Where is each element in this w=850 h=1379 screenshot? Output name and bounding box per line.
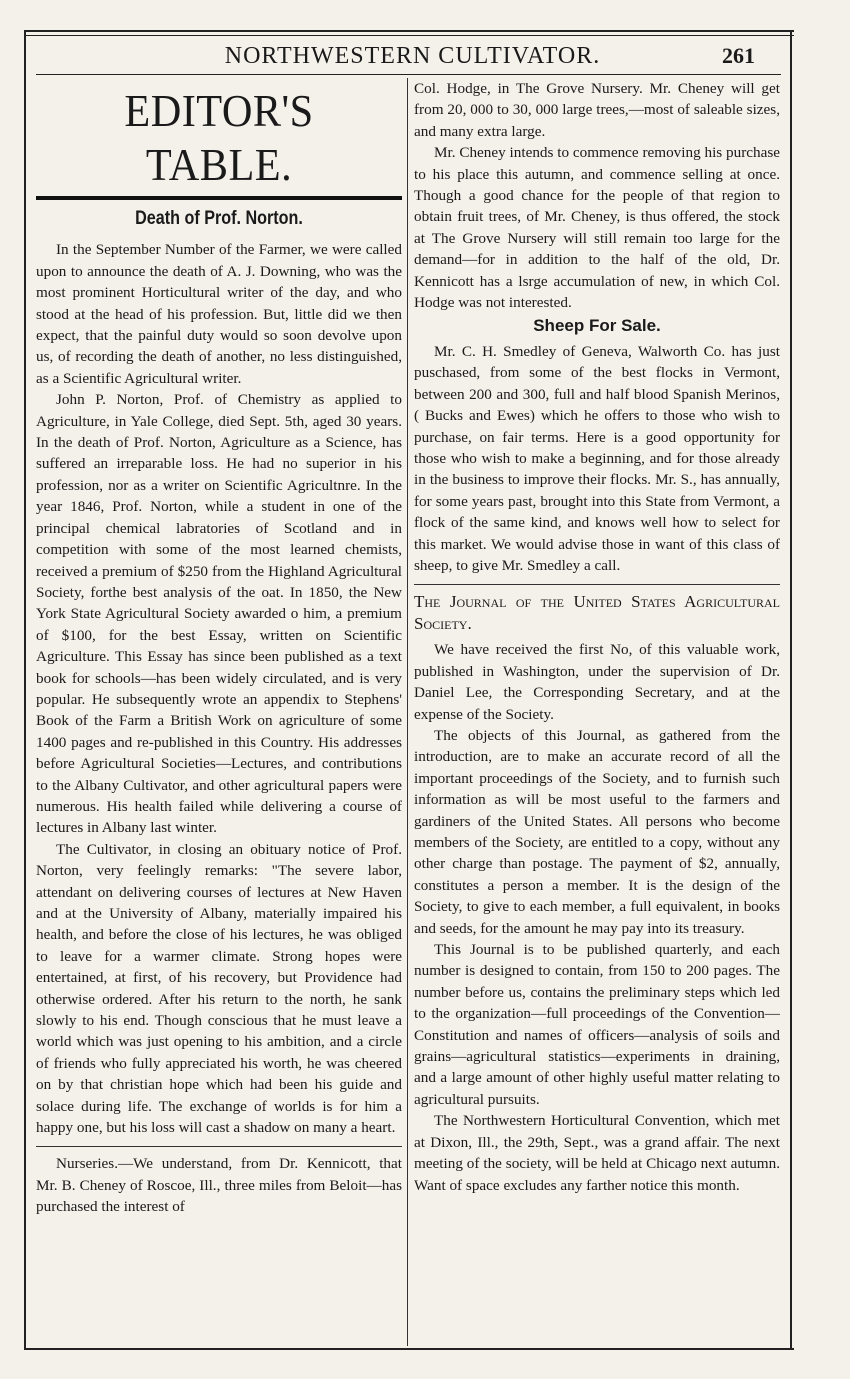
column-divider <box>407 78 408 1346</box>
paragraph: The objects of this Journal, as gathered from the introduction, are to make an accurate record of all the important proceedings of the Society, and to furnish such information as will be most useful to the farmers and gardiners of the United States. All persons who become members of the Society, are entitled to a copy, without any other charge than postage. The payment of $2, annually, constitutes a person a member. It is the design of the Society, to give to each member, a full equivalent, in books and seeds, for the amount he may pay into its treasury. <box>414 726 780 937</box>
left-column <box>36 78 402 1346</box>
paragraph: Col. Hodge, in The Grove Nursery. Mr. Cheney will get from 20, 000 to 30, 000 large trees,—most of saleable sizes, and many extra large. <box>414 80 780 140</box>
section-title: EDITOR'S TABLE. <box>124 85 314 190</box>
separator-rule <box>414 584 780 585</box>
separator-rule <box>36 1146 402 1147</box>
journal-title: NORTHWESTERN CULTIVATOR. <box>224 42 601 69</box>
paragraph: Nurseries.—We understand, from Dr. Kennicott, that Mr. B. Cheney of Roscoe, Ill., three miles from Beloit—has purchased the interest of <box>36 1155 402 1216</box>
article-title: The Journal of the United States Agricultural Society. <box>414 592 780 634</box>
right-column <box>414 78 780 1346</box>
article-title: Sheep For Sale. <box>533 316 661 336</box>
paragraph: The Northwestern Horticultural Convention, which met at Dixon, Ill., the 29th, Sept., was a grand affair. The next meeting of the society, will be held at Chicago next autumn. Want of space excludes any farther notice this month. <box>414 1112 780 1194</box>
left-border <box>24 30 26 1350</box>
article-title: Death of Prof. Norton. <box>135 208 303 229</box>
bottom-rule <box>24 1348 794 1350</box>
paragraph: This Journal is to be published quarterly, and each number is designed to contain, from 150 to 200 pages. The number before us, contains the preliminary steps which led to the organization—full proceedings of the Convention—Constitution and names of officers—analysis of soils and grains—agricultural statistics—experiments in draining, and a large amount of other highly useful matter relating to agricultural pursuits. <box>414 941 780 1108</box>
paragraph: The Cultivator, in closing an obituary notice of Prof. Norton, very feelingly remarks: "The severe labor, attendant on delivering courses of lectures at New Haven and at the University of Albany, materially impaired his health, and before the close of his lectures, he was obliged to leave for a warmer climate. Strong hopes were entertained, at first, of his recovery, but Providence had otherwise ordered. After his return to the north, he sank slowly to his end. Though conscious that he must leave a world which was just opening to his ambition, and a circle of friends who fully appreciated his worth, he was cheered on by that christian hope which had been his guide and solace during life. The exchange of worlds is for him a happy one, but his loss will cast a shadow on many a heart. <box>36 840 402 1137</box>
top-double-rule-2 <box>24 35 794 36</box>
section-rule <box>36 196 402 200</box>
paragraph: Mr. Cheney intends to commence removing his purchase to his place this autumn, and commence selling at once. Though a good chance for the people of that region to obtain fruit trees, of Mr. Cheney, is thus offered, the stock at The Grove Nursery will still remain too large for the demand—for in addition to the half of the old, Dr. Kennicott has a lsrge accumulation of new, in which Col. Hodge was not interested. <box>414 144 780 312</box>
page-number: 261 <box>722 43 755 68</box>
running-header <box>40 38 785 74</box>
right-border <box>790 30 792 1350</box>
paragraph: In the September Number of the Farmer, we were called upon to announce the death of A. J. Downing, who was the most prominent Horticultural writer of the day, and who stood at the head of his profession. But, little did we then expect, that the painful duty would so soon devolve upon us, of recording the death of another, no less distinguished, as a Scientific Agricultural writer. <box>36 241 402 387</box>
paragraph: We have received the first No, of this valuable work, published in Washington, under the supervision of Dr. Daniel Lee, the Corresponding Secretary, and at the expense of the Society. <box>414 641 780 723</box>
top-double-rule-1 <box>24 30 794 32</box>
header-rule <box>36 74 781 75</box>
paragraph: John P. Norton, Prof. of Chemistry as applied to Agriculture, in Yale College, died Sept. 5th, aged 30 years. In the death of Prof. Norton, Agriculture as a Science, has suffered an irreparable loss. He had no superior in his profession, nor as a writer on Scientific Agricultnre. In the year 1846, Prof. Norton, while a student in one of the principal chemical labratories of Scotland and in competition with some of the most learned chemists, received a premium of $250 from the Highland Agricultural Society, forthe best analysis of the oat. In 1850, the New York State Agricultural Society awarded o him, a premium of $100, for the best Essay, written on Scientific Agriculture. This Essay has since been published as a text book for schools—has been widely circulated, and is very popular. He subsequently wrote an appendix to Stephens' Book of the Farm a British Work on agriculture of some 1400 pages and re-published in this Country. His addresses before Agricultural Societies—Lectures, and contributions to the Albany Cultivator, and other agricultural papers were numerous. His health failed while delivering a course of lectures in Albany last winter. <box>36 391 402 837</box>
paragraph: Mr. C. H. Smedley of Geneva, Walworth Co. has just puschased, from some of the best flocks in Vermont, between 200 and 300, full and half blood Spanish Merinos, ( Bucks and Ewes) which he offers to those who wish to purchase, on fair terms. Here is a good opportunity for those who wish to make a beginning, and for those already in the business to improve their flocks. Mr. S., has annually, for some years past, brought into this State from Vermont, a flock of the same kind, and knows well how to select for this market. We would advise those in want of this class of sheep, to give Mr. Smedley a call. <box>414 342 780 574</box>
